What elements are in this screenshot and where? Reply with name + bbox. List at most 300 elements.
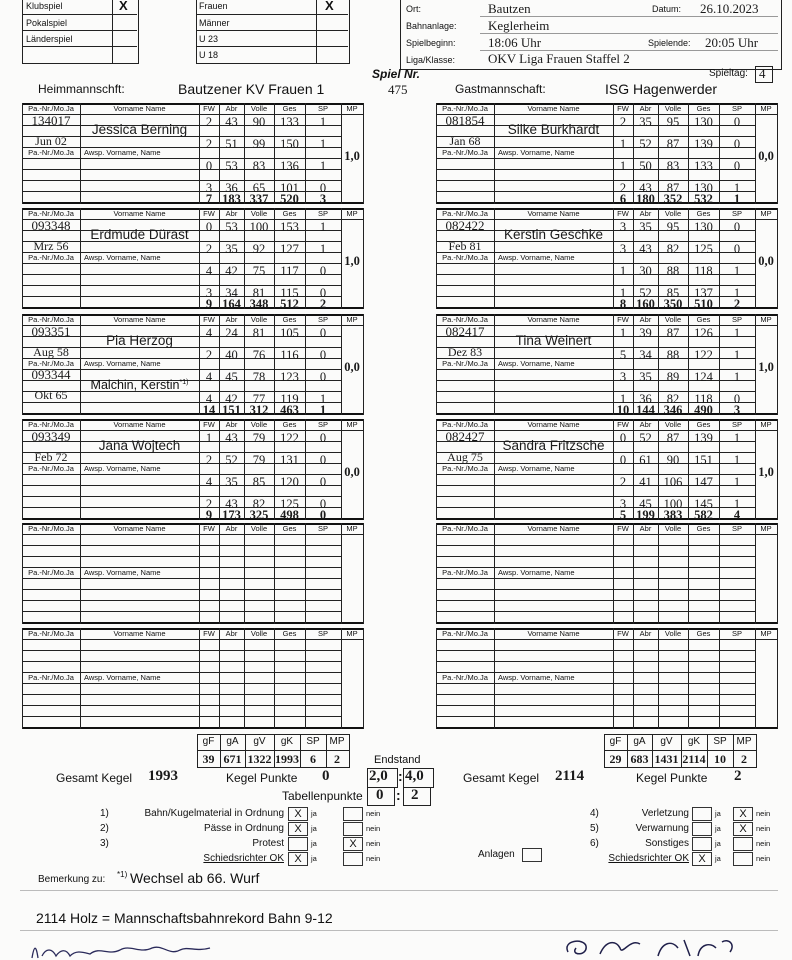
cell-volle: 100 <box>249 220 269 234</box>
header-mp: MP <box>346 315 358 324</box>
player-mp: 0,0 <box>758 254 774 268</box>
totals-value: 1431 <box>654 752 679 766</box>
cell-volle: 95 <box>666 220 680 234</box>
totals-value: 10 <box>714 752 726 766</box>
cell-volle: 79 <box>252 431 266 445</box>
cell-abr: 39 <box>639 326 652 340</box>
home-player-block <box>22 103 363 207</box>
totals-header: gK <box>687 736 701 747</box>
ja-label: ja <box>715 824 721 833</box>
header-mp: MP <box>760 315 772 324</box>
spieltag-label: Spieltag: <box>709 68 748 79</box>
cell-ges: 130 <box>694 181 713 195</box>
header-fw: FW <box>617 209 629 218</box>
cell-abr: 34 <box>639 348 652 362</box>
header-sp: SP <box>317 629 328 638</box>
home-player-block <box>22 523 363 627</box>
player-pass-nr: 082417 <box>445 324 485 339</box>
cell-fw: 2 <box>619 475 627 489</box>
cell-volle: 85 <box>252 475 266 489</box>
cell-ges: 147 <box>694 475 713 489</box>
cell-ges: 120 <box>280 475 299 489</box>
left-check-ja[interactable]: X <box>288 822 308 836</box>
header-mp: MP <box>760 420 772 429</box>
header-fw: FW <box>617 524 629 533</box>
totals-value: 29 <box>609 752 622 766</box>
cell-fw: 1 <box>619 137 627 151</box>
guest-player-block <box>436 628 777 732</box>
ja-label: ja <box>311 839 317 848</box>
cell-sp: 1 <box>733 286 741 300</box>
left-check-nein[interactable]: X <box>343 837 363 851</box>
score-sheet: Klubspiel X Pokalspiel Länderspiel Frauen X Männer U 23 U 18 Ort: Bautzen Datum: 26.10.2023 Bahnanlage: Keglerheim Spielbeginn: 18:06 Uhr Spielende: 20:05 Uhr Liga/Klasse: OKV Liga Frauen Staffel 2 Spiel Nr. 475 Spieltag: 4 Heimmannschft: Bautzener KV Frauen 1 Gastmannschaft: ISG Hagenwerder Pa.-Nr./Mo.Ja Vorname Name FW Abr Volle Ges SP MP Pa.-Nr./Mo.Ja Awsp. Vorname, Name 134017 Jun 02 Jessica Berning 2 43 90 133 1 2 51 99 150 1 0 53 83 136 1 3 36 65 101 0 7 183 337 520 3 1,0 Pa.-Nr./Mo.Ja Vorname Name FW Abr Volle Ges SP MP Pa.-Nr./Mo.Ja Awsp. Vorname, Name 081854 Jan 68 Silke Burkhardt 2 35 95 130 0 1 52 87 139 0 1 50 83 133 0 2 43 87 130 1 6 180 352 532 1 0,0 Pa.-Nr./Mo.Ja Vorname Name FW Abr Volle Ges SP MP Pa.-Nr./Mo.Ja Awsp. Vorname, Name 093348 Mrz 56 Erdmude Dürast 0 53 100 153 1 2 35 92 127 1 4 42 75 117 0 3 34 81 115 0 9 164 348 512 2 1,0 Pa.-Nr./Mo.Ja Vorname Name FW Abr Volle Ges SP MP Pa.-Nr./Mo.Ja Awsp. Vorname, Name 082422 Feb 81 Kerstin Geschke 3 35 95 130 0 3 43 82 125 0 1 30 88 118 1 1 52 85 137 1 8 160 350 510 2 0,0 Pa.-Nr./Mo.Ja Vorname Name FW Abr Volle Ges SP MP Pa.-Nr./Mo.Ja Awsp. Vorname, Name 093351 Aug 58 Pia Herzog 093344 Okt 65 Malchin, Kerstin$^{*1)}$ 4 24 81 105 0 2 40 76 116 0 4 45 78 123 0 4 42 77 119 1 14 151 312 463 1 0,0 Pa.-Nr./Mo.Ja Vorname Name FW Abr Volle Ges SP MP Pa.-Nr./Mo.Ja Awsp. Vorname, Name 082417 Dez 83 Tina Weinert 1 39 87 126 1 5 34 88 122 1 3 35 89 124 1 1 36 82 118 0 10 144 346 490 3 1,0 Pa.-Nr./Mo.Ja Vorname Name FW Abr Volle Ges SP MP Pa.-Nr./Mo.Ja Awsp. Vorname, Name 093349 Feb 72 Jana Wojtech 1 43 79 122 0 2 52 79 131 0 4 35 85 120 0 2 43 82 125 0 9 173 325 498 0 0,0 Pa.-Nr./Mo.Ja Vorname Name FW Abr Volle Ges SP MP Pa.-Nr./Mo.Ja Awsp. Vorname, Name 082427 Aug 75 Sandra Fritzsche 0 52 87 139 1 0 61 90 151 1 2 41 106 147 1 3 45 100 145 1 5 199 383 582 4 1,0 Pa.-Nr./Mo.Ja Vorname Name FW Abr Volle Ges SP MP Pa.-Nr./Mo.Ja Awsp. Vorname, Name Pa.-Nr./Mo.Ja Vorname Name FW Abr Volle Ges SP MP Pa.-Nr./Mo.Ja Awsp. Vorname, Name Pa.-Nr./Mo.Ja Vorname Name FW Abr Volle Ges SP MP Pa.-Nr./Mo.Ja Awsp. Vorname, Name Pa.-Nr./Mo.Ja Vorname Name FW Abr Volle Ges SP MP Pa.-Nr./Mo.Ja Awsp. Vorname, Name gF 39 gA 671 gV 1322 gK 1993 SP 6 MP 2 gF 29 gA 683 gV 1431 gK 2114 SP 10 MP 2 Endstand Gesamt Kegel 1993 Kegel Punkte 0 2,0 : 4,0 Gesamt Kegel 2114 Kegel Punkte 2 Tabellenpunkte 0 : 2 1) Bahn/Kugelmaterial in Ordnung X ja nein 2) Pässe in Ordnung X ja nein 3) Protest ja X nein Schiedsrichter OK X ja nein 4) Verletzung ja X nein 5) Verwarnung ja X nein 6) Sonstiges ja nein Schiedsrichter OK X ja nein Anlagen Bemerkung zu: *1) Wechsel ab 66. Wurf 2114 Holz = Mannschaftsbahnrekord Bahn 9-12 <box>0 0 792 960</box>
header-pass: Pa.-Nr./Mo.Ja <box>442 209 488 218</box>
remark-text: Wechsel ab 66. Wurf <box>130 870 260 886</box>
cell-fw: 0 <box>619 453 627 467</box>
left-check-nein[interactable] <box>343 852 363 866</box>
total-ges: 510 <box>694 297 713 311</box>
header-pass: Pa.-Nr./Mo.Ja <box>28 524 74 533</box>
header-volle: Volle <box>664 420 682 429</box>
header-sp: SP <box>731 629 742 638</box>
header-ges: Ges <box>696 104 711 113</box>
cell-fw: 2 <box>205 242 213 256</box>
total-ges: 498 <box>280 508 299 522</box>
header-volle: Volle <box>664 524 682 533</box>
header-abr: Abr <box>225 420 238 429</box>
total-fw: 8 <box>619 297 627 311</box>
cell-sp: 1 <box>733 348 741 362</box>
player-name: Kerstin Geschke <box>503 227 604 242</box>
cell-abr: 52 <box>639 286 652 300</box>
header-fw: FW <box>617 420 629 429</box>
header-ersatz: Awsp. Vorname, Name <box>498 359 575 368</box>
left-check-label: Pässe in Ordnung <box>203 823 284 834</box>
cell-volle: 82 <box>252 497 266 511</box>
right-check-label: Schiedsrichter OK <box>608 853 689 864</box>
cell-abr: 45 <box>225 370 238 384</box>
cell-sp: 0 <box>319 286 327 300</box>
cell-fw: 3 <box>205 286 213 300</box>
cell-fw: 4 <box>205 326 213 340</box>
cell-volle: 81 <box>252 286 266 300</box>
cell-volle: 95 <box>666 115 680 129</box>
ort-value: Bautzen <box>488 1 531 16</box>
total-ges: 490 <box>694 403 713 417</box>
header-pass-sub: Pa.-Nr./Mo.Ja <box>442 148 488 157</box>
cell-abr: 42 <box>225 264 238 278</box>
header-volle: Volle <box>664 629 682 638</box>
header-abr: Abr <box>225 524 238 533</box>
cell-ges: 133 <box>280 115 299 129</box>
totals-value: 683 <box>630 752 649 766</box>
cell-sp: 0 <box>733 115 741 129</box>
left-check-ja[interactable] <box>288 837 308 851</box>
guest-kp-value: 2 <box>734 768 742 784</box>
left-check-nein[interactable] <box>343 822 363 836</box>
sub-name: Malchin, Kerstin$^{*1)}$ <box>90 378 189 392</box>
cell-volle: 88 <box>666 264 680 278</box>
cell-volle: 99 <box>252 137 266 151</box>
cell-abr: 42 <box>225 392 238 406</box>
header-abr: Abr <box>639 315 652 324</box>
header-sp: SP <box>731 420 742 429</box>
right-check-ja[interactable] <box>692 837 712 851</box>
totals-header: gK <box>280 736 294 747</box>
cell-sp: 1 <box>733 326 741 340</box>
nein-label: nein <box>756 839 771 848</box>
header-ges: Ges <box>282 524 297 533</box>
header-ges: Ges <box>696 524 711 533</box>
home-player-block <box>22 314 363 418</box>
cell-fw: 1 <box>619 159 627 173</box>
cell-fw: 4 <box>205 370 213 384</box>
total-volle: 312 <box>249 403 269 417</box>
cell-volle: 87 <box>666 137 680 151</box>
header-pass: Pa.-Nr./Mo.Ja <box>442 315 488 324</box>
totals-value: 2114 <box>682 752 706 766</box>
header-volle: Volle <box>664 315 682 324</box>
total-sp: 0 <box>319 508 327 522</box>
liga-value: OKV Liga Frauen Staffel 2 <box>488 51 630 66</box>
gast-team: ISG Hagenwerder <box>605 81 718 97</box>
total-ges: 532 <box>694 192 713 206</box>
cell-abr: 34 <box>225 286 238 300</box>
total-volle: 346 <box>663 403 683 417</box>
header-pass-sub: Pa.-Nr./Mo.Ja <box>442 359 488 368</box>
cell-ges: 133 <box>694 159 713 173</box>
cell-volle: 82 <box>666 392 680 406</box>
cell-sp: 0 <box>319 475 327 489</box>
header-pass: Pa.-Nr./Mo.Ja <box>442 629 488 638</box>
cell-abr: 30 <box>639 264 652 278</box>
cell-sp: 0 <box>733 392 741 406</box>
cell-abr: 43 <box>225 115 238 129</box>
spieltag-value: 4 <box>759 66 766 81</box>
cell-fw: 3 <box>619 242 627 256</box>
header-fw: FW <box>617 104 629 113</box>
totals-value: 1993 <box>275 752 299 766</box>
total-fw: 10 <box>616 403 630 417</box>
cell-sp: 0 <box>319 431 327 445</box>
cell-ges: 122 <box>280 431 299 445</box>
remark-label: Bemerkung zu: <box>38 874 106 885</box>
cell-volle: 87 <box>666 431 680 445</box>
endstand-label: Endstand <box>374 754 421 766</box>
totals-header: gA <box>633 736 646 747</box>
header-ges: Ges <box>696 629 711 638</box>
cell-sp: 0 <box>319 181 327 195</box>
header-pass-sub: Pa.-Nr./Mo.Ja <box>442 253 488 262</box>
endstand-home: 2,0 <box>369 768 388 784</box>
right-check-nein[interactable] <box>733 837 753 851</box>
klubspiel-label: Klubspiel <box>26 1 63 11</box>
totals-value: 2 <box>334 752 340 766</box>
anlagen-box <box>522 848 542 862</box>
cell-fw: 2 <box>205 115 213 129</box>
nein-label: nein <box>756 809 771 818</box>
right-check-nein[interactable] <box>733 852 753 866</box>
ja-label: ja <box>311 824 317 833</box>
check-num: 6) <box>590 838 599 849</box>
cell-fw: 5 <box>619 348 627 362</box>
cell-fw: 3 <box>619 220 627 234</box>
laenderspiel-label: Länderspiel <box>26 34 73 44</box>
cell-abr: 52 <box>639 137 652 151</box>
guest-player-block <box>436 314 777 418</box>
total-volle: 352 <box>663 192 683 206</box>
home-signature <box>30 938 220 960</box>
player-mp: 0,0 <box>344 360 360 374</box>
header-abr: Abr <box>639 524 652 533</box>
cell-fw: 2 <box>205 497 213 511</box>
total-sp: 3 <box>319 192 327 206</box>
spiel-nr-value: 475 <box>388 82 408 97</box>
header-ges: Ges <box>282 420 297 429</box>
header-name: Vorname Name <box>113 315 166 324</box>
cell-abr: 51 <box>225 137 238 151</box>
cell-abr: 35 <box>225 242 238 256</box>
header-mp: MP <box>346 420 358 429</box>
cell-ges: 123 <box>280 370 299 384</box>
header-sp: SP <box>317 524 328 533</box>
cell-sp: 1 <box>733 264 741 278</box>
cell-volle: 82 <box>666 242 680 256</box>
cell-fw: 3 <box>619 497 627 511</box>
player-mp: 0,0 <box>758 149 774 163</box>
header-fw: FW <box>617 629 629 638</box>
nein-label: nein <box>366 854 381 863</box>
check-num: 2) <box>100 823 109 834</box>
cell-volle: 89 <box>666 370 680 384</box>
header-fw: FW <box>617 315 629 324</box>
right-check-nein[interactable]: X <box>733 807 753 821</box>
home-gesamt-label: Gesamt Kegel <box>56 771 133 785</box>
player-pass-nr: 082427 <box>445 429 485 444</box>
ende-value: 20:05 Uhr <box>705 35 759 50</box>
header-name: Vorname Name <box>113 629 166 638</box>
header-pass-sub: Pa.-Nr./Mo.Ja <box>28 359 74 368</box>
header-name: Vorname Name <box>113 524 166 533</box>
player-pass-nr: 134017 <box>31 113 71 128</box>
heim-team: Bautzener KV Frauen 1 <box>178 81 325 97</box>
header-abr: Abr <box>225 315 238 324</box>
totals-value: 39 <box>202 752 215 766</box>
totals-header: gV <box>253 736 266 747</box>
ja-label: ja <box>715 809 721 818</box>
header-ersatz: Awsp. Vorname, Name <box>498 148 575 157</box>
header-volle: Volle <box>250 524 268 533</box>
totals-value: 671 <box>223 752 242 766</box>
cell-fw: 1 <box>619 264 627 278</box>
left-check-nein[interactable] <box>343 807 363 821</box>
ja-label: ja <box>311 809 317 818</box>
total-sp: 2 <box>319 297 327 311</box>
cell-ges: 115 <box>280 286 299 300</box>
nein-label: nein <box>756 854 771 863</box>
cell-ges: 145 <box>694 497 713 511</box>
total-abr: 144 <box>636 403 655 417</box>
player-name: Pia Herzog <box>106 333 173 348</box>
cell-volle: 106 <box>663 475 683 489</box>
header-name: Vorname Name <box>527 209 580 218</box>
cell-sp: 0 <box>319 348 327 362</box>
cell-sp: 1 <box>319 392 327 406</box>
player-birth: Dez 83 <box>447 345 483 359</box>
header-volle: Volle <box>250 629 268 638</box>
header-mp: MP <box>760 524 772 533</box>
bahn-label: Bahnanlage: <box>406 21 457 31</box>
cell-abr: 36 <box>225 181 238 195</box>
player-name: Sandra Fritzsche <box>502 438 605 453</box>
cell-volle: 90 <box>666 453 680 467</box>
cell-sp: 0 <box>319 497 327 511</box>
total-fw: 7 <box>205 192 213 206</box>
header-mp: MP <box>760 629 772 638</box>
header-sp: SP <box>317 315 328 324</box>
pokalspiel-label: Pokalspiel <box>26 18 68 28</box>
datum-label: Datum: <box>652 4 682 14</box>
header-sp: SP <box>317 104 328 113</box>
total-abr: 160 <box>636 297 655 311</box>
total-ges: 582 <box>694 508 713 522</box>
cell-fw: 0 <box>205 159 213 173</box>
right-check-ja[interactable] <box>692 822 712 836</box>
header-abr: Abr <box>639 420 652 429</box>
header-ersatz: Awsp. Vorname, Name <box>84 568 161 577</box>
cell-volle: 65 <box>252 181 266 195</box>
guest-gesamt-value: 2114 <box>555 768 585 784</box>
header-abr: Abr <box>225 104 238 113</box>
header-mp: MP <box>346 629 358 638</box>
right-check-label: Sonstiges <box>645 838 689 849</box>
total-volle: 350 <box>663 297 683 311</box>
cell-fw: 0 <box>205 220 213 234</box>
total-sp: 2 <box>733 297 741 311</box>
header-pass: Pa.-Nr./Mo.Ja <box>28 420 74 429</box>
header-volle: Volle <box>250 104 268 113</box>
cell-fw: 2 <box>205 453 213 467</box>
header-fw: FW <box>203 629 215 638</box>
cell-abr: 35 <box>639 115 652 129</box>
klubspiel-mark: X <box>119 0 128 13</box>
cell-ges: 118 <box>694 392 713 406</box>
header-name: Vorname Name <box>113 209 166 218</box>
header-sp: SP <box>317 420 328 429</box>
cell-ges: 139 <box>694 431 713 445</box>
cell-sp: 1 <box>733 431 741 445</box>
anlagen-label: Anlagen <box>478 849 515 860</box>
header-mp: MP <box>346 209 358 218</box>
player-birth: Feb 72 <box>34 450 68 464</box>
cell-volle: 79 <box>252 453 266 467</box>
total-ges: 512 <box>280 297 299 311</box>
cell-ges: 151 <box>694 453 713 467</box>
header-pass-sub: Pa.-Nr./Mo.Ja <box>28 253 74 262</box>
cell-volle: 77 <box>252 392 266 406</box>
cell-volle: 88 <box>666 348 680 362</box>
header-fw: FW <box>203 104 215 113</box>
left-check-ja[interactable]: X <box>288 807 308 821</box>
cell-sp: 0 <box>319 264 327 278</box>
header-ersatz: Awsp. Vorname, Name <box>84 359 161 368</box>
player-pass-nr: 093351 <box>31 324 71 339</box>
right-check-ja[interactable] <box>692 807 712 821</box>
cell-fw: 1 <box>619 326 627 340</box>
header-sp: SP <box>731 524 742 533</box>
totals-value: 1322 <box>247 752 272 766</box>
cell-ges: 127 <box>280 242 299 256</box>
cell-volle: 76 <box>252 348 266 362</box>
cell-ges: 126 <box>694 326 713 340</box>
totals-header: gV <box>660 736 673 747</box>
right-check-nein[interactable]: X <box>733 822 753 836</box>
cell-ges: 105 <box>280 326 299 340</box>
cell-fw: 2 <box>619 115 627 129</box>
total-ges: 463 <box>280 403 299 417</box>
endstand-guest: 4,0 <box>405 768 424 784</box>
header-ersatz: Awsp. Vorname, Name <box>84 148 161 157</box>
cell-ges: 139 <box>694 137 713 151</box>
cell-abr: 35 <box>639 220 652 234</box>
right-check-label: Verletzung <box>641 808 689 819</box>
u18-label: U 18 <box>199 50 219 60</box>
totals-header: MP <box>329 736 345 747</box>
header-ges: Ges <box>696 315 711 324</box>
cell-sp: 0 <box>733 159 741 173</box>
total-abr: 173 <box>222 508 241 522</box>
cell-abr: 36 <box>639 392 652 406</box>
cell-abr: 50 <box>639 159 652 173</box>
totals-header: gF <box>609 736 622 747</box>
header-ges: Ges <box>696 420 711 429</box>
total-fw: 14 <box>202 403 216 417</box>
left-check-label: Protest <box>252 838 284 849</box>
header-sp: SP <box>731 209 742 218</box>
total-fw: 6 <box>619 192 627 206</box>
cell-volle: 83 <box>252 159 266 173</box>
cell-abr: 43 <box>225 497 238 511</box>
header-pass: Pa.-Nr./Mo.Ja <box>28 629 74 638</box>
cell-volle: 85 <box>666 286 680 300</box>
total-sp: 4 <box>733 508 741 522</box>
left-check-ja[interactable]: X <box>288 852 308 866</box>
header-pass-sub: Pa.-Nr./Mo.Ja <box>442 568 488 577</box>
cell-ges: 130 <box>694 115 713 129</box>
header-ersatz: Awsp. Vorname, Name <box>498 464 575 473</box>
maenner-label: Männer <box>199 18 230 28</box>
frauen-label: Frauen <box>199 1 228 11</box>
cell-ges: 118 <box>694 264 713 278</box>
header-name: Vorname Name <box>113 104 166 113</box>
right-check-label: Verwarnung <box>635 823 689 834</box>
beginn-value: 18:06 Uhr <box>488 35 542 50</box>
totals-value: 2 <box>741 752 747 766</box>
total-fw: 9 <box>205 297 213 311</box>
ja-label: ja <box>311 854 317 863</box>
home-kp-value: 0 <box>322 768 330 784</box>
cell-abr: 45 <box>639 497 652 511</box>
right-check-ja[interactable]: X <box>692 852 712 866</box>
cell-sp: 1 <box>733 475 741 489</box>
guest-kp-label: Kegel Punkte <box>636 771 708 785</box>
cell-ges: 137 <box>694 286 713 300</box>
cell-sp: 0 <box>319 370 327 384</box>
player-mp: 0,0 <box>344 465 360 479</box>
player-mp: 1,0 <box>344 254 360 268</box>
header-pass-sub: Pa.-Nr./Mo.Ja <box>28 568 74 577</box>
liga-label: Liga/Klasse: <box>406 55 456 65</box>
